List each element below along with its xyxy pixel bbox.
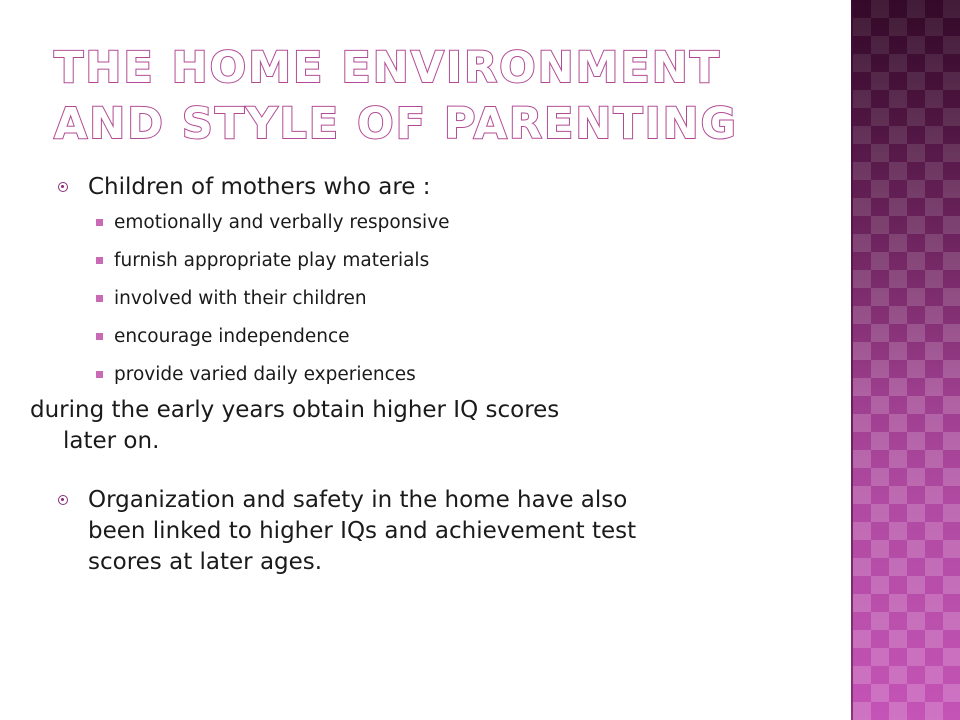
paragraph-line: later on. [63, 428, 160, 454]
sub-bullet-item [30, 325, 830, 363]
slide-body [30, 172, 830, 578]
paragraph [30, 395, 830, 457]
bullet-icon [58, 495, 68, 505]
bullet-text-line: been linked to higher IQs and achievement test [88, 518, 637, 544]
bullet-item [30, 485, 830, 578]
square-bullet-icon [96, 295, 103, 302]
square-bullet-icon [96, 333, 103, 340]
sub-bullet-item [30, 287, 830, 325]
sub-bullet-item [30, 249, 830, 287]
spacer [30, 457, 830, 485]
square-bullet-icon [96, 371, 103, 378]
sub-bullet-text: encourage independence [114, 326, 350, 347]
sub-bullet-text: emotionally and verbally responsive [114, 212, 450, 233]
decorative-side-band [853, 0, 960, 720]
paragraph-line: during the early years obtain higher IQ scores [30, 397, 560, 423]
sub-bullet-item [30, 363, 830, 395]
bullet-text: Children of mothers who are : [88, 174, 431, 200]
sub-bullet-text: provide varied daily experiences [114, 364, 416, 385]
bullet-icon [58, 182, 68, 192]
sub-bullet-item [30, 211, 830, 249]
bullet-item [30, 172, 830, 203]
slide-title: THE HOME ENVIRONMENT AND STYLE OF PARENTING [54, 43, 738, 149]
square-bullet-icon [96, 219, 103, 226]
bullet-text-line: Organization and safety in the home have also [88, 487, 628, 513]
bullet-text-line: scores at later ages. [88, 549, 323, 575]
sub-bullet-text: involved with their children [114, 288, 367, 309]
sub-bullet-text: furnish appropriate play materials [114, 250, 430, 271]
square-bullet-icon [96, 257, 103, 264]
